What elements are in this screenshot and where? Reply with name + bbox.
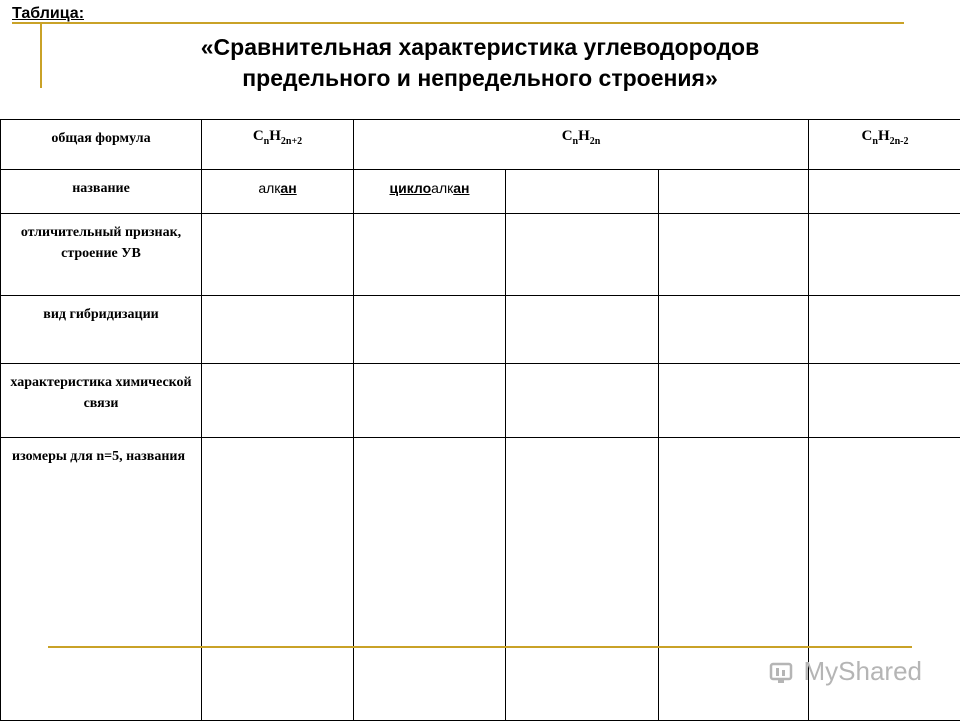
table-cell (202, 296, 354, 364)
row-label-name: название (1, 170, 202, 214)
table-cell (202, 364, 354, 438)
table-cell (659, 364, 809, 438)
row-label-hybrid: вид гибридизации (1, 296, 202, 364)
row-label-formula: общая формула (1, 120, 202, 170)
table-cell (506, 364, 659, 438)
row-label-feature: отличительный признак, строение УВ (1, 214, 202, 296)
name-alkane: алкан (202, 170, 354, 214)
table-row (1, 120, 960, 170)
table-label: Таблица: (12, 5, 84, 23)
table-row (1, 364, 960, 438)
table-cell (809, 214, 960, 296)
table-cell (354, 364, 506, 438)
name-cycloalkane: циклоалкан (354, 170, 506, 214)
table-cell (506, 170, 659, 214)
table-cell (506, 438, 659, 721)
table-cell (354, 296, 506, 364)
table-cell (506, 214, 659, 296)
top-accent-line (12, 22, 904, 24)
title-line-1: «Сравнительная характеристика углеводородов (0, 32, 960, 63)
table-cell (809, 170, 960, 214)
formula-alkyne: $C_nH_{2n-2}$ (809, 120, 960, 170)
row-label-bond: характеристика химической связи (1, 364, 202, 438)
table-row (1, 296, 960, 364)
table-cell (659, 214, 809, 296)
page-title (0, 32, 960, 94)
table-cell (354, 214, 506, 296)
table-cell (506, 296, 659, 364)
table-cell (354, 438, 506, 721)
table-row (1, 170, 960, 214)
table-cell (659, 170, 809, 214)
myshared-logo-icon (768, 658, 796, 686)
table-row (1, 214, 960, 296)
formula-alkene: $C_nH_{2n}$ (354, 120, 809, 170)
bottom-accent-line (48, 646, 912, 648)
formula-alkane: $C_nH_{2n+2}$ (202, 120, 354, 170)
table-cell (659, 296, 809, 364)
comparison-table (0, 119, 960, 721)
title-line-2: предельного и непредельного строения» (0, 63, 960, 94)
table-cell (809, 296, 960, 364)
table-cell (202, 214, 354, 296)
table-cell (809, 364, 960, 438)
row-label-isomers: изомеры для n=5, названия (1, 438, 202, 721)
table-cell (202, 438, 354, 721)
watermark-text: MyShared (804, 656, 923, 687)
